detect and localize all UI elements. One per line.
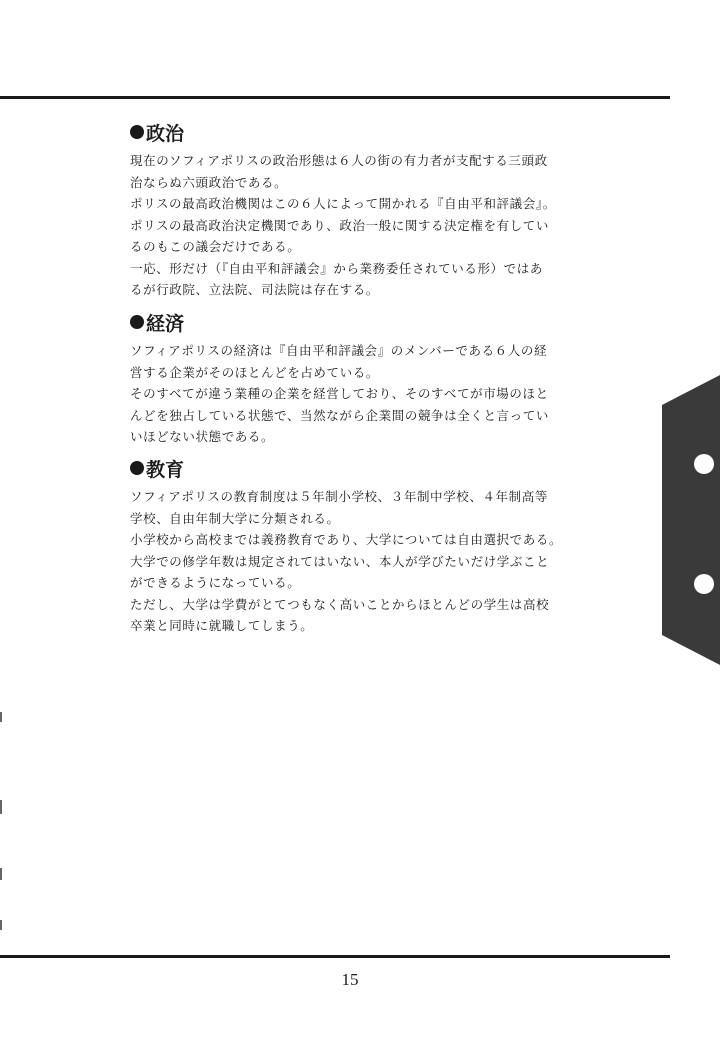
header-rule [0, 96, 670, 99]
footer-rule [0, 955, 670, 958]
text-line: 学校、自由年制大学に分類される。 [130, 510, 340, 526]
text-line: ただし、大学は学費がとてつもなく高いことからほとんどの学生は高校 [130, 596, 550, 612]
text-line: 一応、形だけ（『自由平和評議会』から業務委任されている形）ではあ [130, 260, 543, 276]
section-heading-text: 政治 [146, 122, 185, 145]
section-heading [130, 120, 600, 144]
tab-fill [662, 375, 720, 665]
page-number: 15 [341, 970, 359, 989]
text-line: ソフィアポリスの経済は『自由平和評議会』のメンバーである６人の経 [130, 343, 548, 358]
bullet-icon [130, 315, 144, 329]
text-line: いほどない状態である。 [130, 429, 275, 444]
edge-mark [0, 712, 2, 722]
text-line: 大学での修学年数は規定されてはいない、本人が学びたいだけ学ぶこと [130, 553, 550, 569]
text-line: ソフィアポリスの教育制度は５年制小学校、３年制中学校、４年制高等 [130, 489, 548, 504]
section-heading-text: 経済 [146, 312, 185, 335]
section-heading-text: 教育 [146, 458, 185, 481]
text-line: 卒業と同時に就職してしまう。 [130, 618, 314, 633]
section-body [130, 150, 600, 301]
punch-hole [694, 454, 714, 474]
index-tab [662, 375, 720, 665]
section-body [130, 486, 600, 637]
text-line: 小学校から高校までは義務教育であり、大学については自由選択である。 [130, 532, 563, 547]
text-line: ができるようになっている。 [130, 575, 301, 590]
punch-hole [694, 574, 714, 594]
index-tab-shape [662, 375, 720, 665]
text-line: 営する企業がそのほとんどを占めている。 [130, 364, 379, 380]
text-line: るのもこの議会だけである。 [130, 239, 301, 254]
text-line: んどを独占している状態で、当然ながら企業間の競争は全くと言ってい [130, 407, 549, 423]
section-body [130, 340, 600, 448]
text-line: ポリスの最高政治機関はこの６人によって開かれる『自由平和評議会』。 [130, 196, 556, 211]
text-line: そのすべてが違う業種の企業を経営しており、そのすべてが市場のほと [130, 386, 549, 401]
section-education [130, 456, 600, 637]
section-politics [130, 120, 600, 301]
text-line: るが行政院、立法院、司法院は存在する。 [130, 282, 379, 297]
section-heading [130, 310, 600, 334]
section-economy [130, 310, 600, 448]
section-heading [130, 456, 600, 480]
text-line: ポリスの最高政治決定機関であり、政治一般に関する決定権を有してい [130, 217, 549, 233]
text-line: 治ならぬ六頭政治である。 [130, 174, 288, 190]
bullet-icon [130, 461, 144, 475]
edge-mark [0, 920, 2, 930]
text-line: 現在のソフィアポリスの政治形態は６人の街の有力者が支配する三頭政 [130, 153, 548, 168]
bullet-icon [130, 125, 144, 139]
edge-mark [0, 800, 2, 814]
edge-mark [0, 868, 2, 880]
